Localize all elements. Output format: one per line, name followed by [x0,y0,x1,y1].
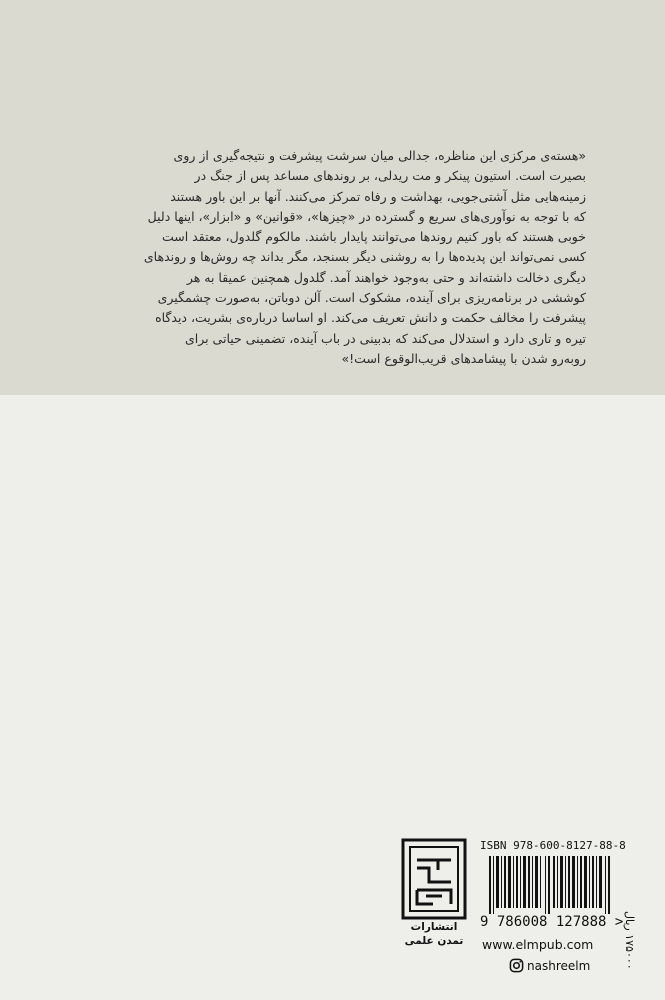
publisher-name: انتشارات تمدن علمی [404,921,464,947]
blurb-line: کسی نمی‌تواند این پدیده‌ها را به روشنی دیگر بسنجد، مگر بداند چه روش‌ها و روندهای [143,249,586,265]
price-label: ۱۷۵۰۰۰ ریال [623,911,636,970]
website-link[interactable]: www.elmpub.com [482,937,594,952]
blurb-line: روبه‌رو شدن با پیشامدهای قریب‌الوقوع است!» [341,350,586,366]
isbn-label: ISBN 978-600-8127-88-8 [480,839,626,852]
blurb-line: خوبی هستند که باور کنیم روندها می‌توانند پایدار باشند. مالکوم گلدول، معتقد است [161,229,586,245]
blurb-line: تیره و تاری دارد و استدلال می‌کند که بدبینی در باب آینده، تضمینی حیاتی برای [184,330,586,346]
instagram-icon [509,958,524,973]
blurb-text [118,146,586,369]
blurb-line: زمینه‌هایی مثل آشتی‌جویی، بهداشت و رفاه تمرکز می‌کنند. آنها بر این باور هستند [170,188,586,204]
blurb-line: «هسته‌ی مرکزی این مناظره، جدالی میان سرشت پیشرفت و نتیجه‌گیری از روی [173,148,586,163]
blurb-line: که با توجه به نوآوری‌های سریع و گسترده در «چیزها»، «قوانین» و «ابزار»، اینها دلیل [147,208,586,224]
blurb-line: پیشرفت را مخالف حکمت و دانش تعریف می‌کند. او اساسا درباره‌ی بشریت، دیدگاه [155,310,586,326]
barcode-number: 9 786008 127888 > [480,914,624,930]
barcode [489,856,611,914]
blurb-line: کوششی در برنامه‌ریزی برای آینده، مشکوک است. آلن دوباتن، به‌صورت چشمگیری [157,290,586,306]
social-handle[interactable] [509,958,590,973]
blurb-line: بصیرت است. استیون پینکر و مت ریدلی، بر روندهای مساعد پس از جنگ در [194,168,586,184]
blurb-line: دیگری دخالت داشته‌اند و حتی به‌وجود خواهند آمد. گلدول همچنین عمیقا به هر [186,269,586,285]
social-handle-text: nashreelm [527,958,591,973]
